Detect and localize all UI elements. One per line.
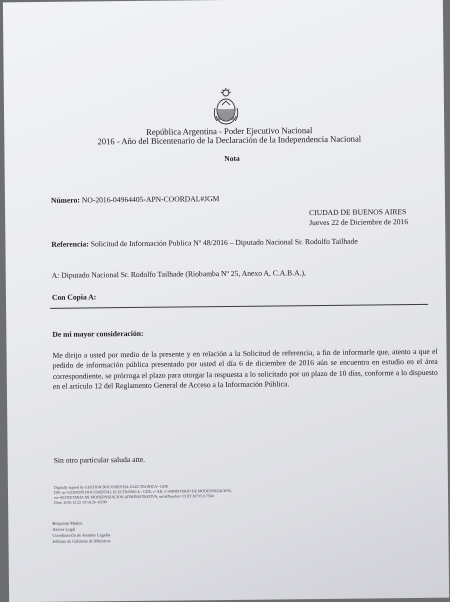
referencia-value: Solicitud de Información Publica Nº 48/2016 – Diputado Nacional Sr. Rodolfo Tailhade: [90, 236, 358, 249]
cc-label: Con Copia A:: [51, 292, 97, 302]
digital-signature-line: ou=SECRETARIA DE MODERNIZACION ADMINISTRATIVA, serialNumber=CUIT 30715117564: [54, 494, 214, 500]
signer-name: Benjamin Muñoz: [52, 520, 83, 526]
document-number: [51, 194, 219, 205]
city: CIUDAD DE BUENOS AIRES: [309, 207, 407, 218]
coat-of-arms-icon: [213, 88, 239, 126]
recipient: A: Diputado Nacional Sr. Rodolfo Tailhade (Riobamba Nº 25, Anexo A, C.A.B.A.),: [51, 268, 306, 280]
document-type: Nota: [224, 153, 240, 164]
signer-agency: Jefatura de Gabinete de Ministros: [52, 538, 111, 544]
numero-value: NO-2016-04964405-APN-COORDAL#JGM: [81, 194, 220, 205]
divider: [50, 304, 428, 309]
document-page: [3, 0, 449, 602]
body-paragraph: Me dirijo a usted por medio de la presente y en relación a la Solicitud de referencia, a fin de informarle que, atento a que el pedido de información pública presentado por usted el día 6 de diciembre de 2016 aún se encuentra en estudio en el área correspondiente, se prórroga el plazo para otorgar la respuesta a lo solicitado por un plazo de 10 días, conforme a lo dispuesto en el artículo 12 del Reglamento General de Acceso a la Información Pública.: [52, 346, 438, 391]
digital-signature-line: DN: cn=GESTION DOCUMENTAL ELECTRONICA - GDE, c=AR, o=MINISTERIO DE MODERNIZACION,: [53, 488, 232, 495]
referencia-label: Referencia:: [51, 239, 89, 249]
digital-signature-date: Date: 2016.12.22 10:18:26 -03'00': [54, 500, 108, 505]
salutation: De mi mayor consideración:: [52, 328, 144, 339]
header-republic: República Argentina - Poder Ejecutivo Nacional: [146, 125, 313, 137]
signer-office: Coordinación de Asuntos Legales: [52, 532, 111, 538]
reference: [51, 237, 357, 249]
closing: Sin otro particular saluda atte.: [53, 454, 146, 465]
digital-signature-line: Digitally signed by GESTION DOCUMENTAL ELECTRONICA - GDE: [53, 484, 169, 490]
date: Jueves 22 de Diciembre de 2016: [309, 217, 409, 228]
signer-role: Asesor Legal: [52, 526, 76, 532]
header-year-motto: 2016 - Año del Bicentenario de la Declaración de la Independencia Nacional: [97, 133, 362, 147]
numero-label: Número:: [50, 195, 80, 205]
